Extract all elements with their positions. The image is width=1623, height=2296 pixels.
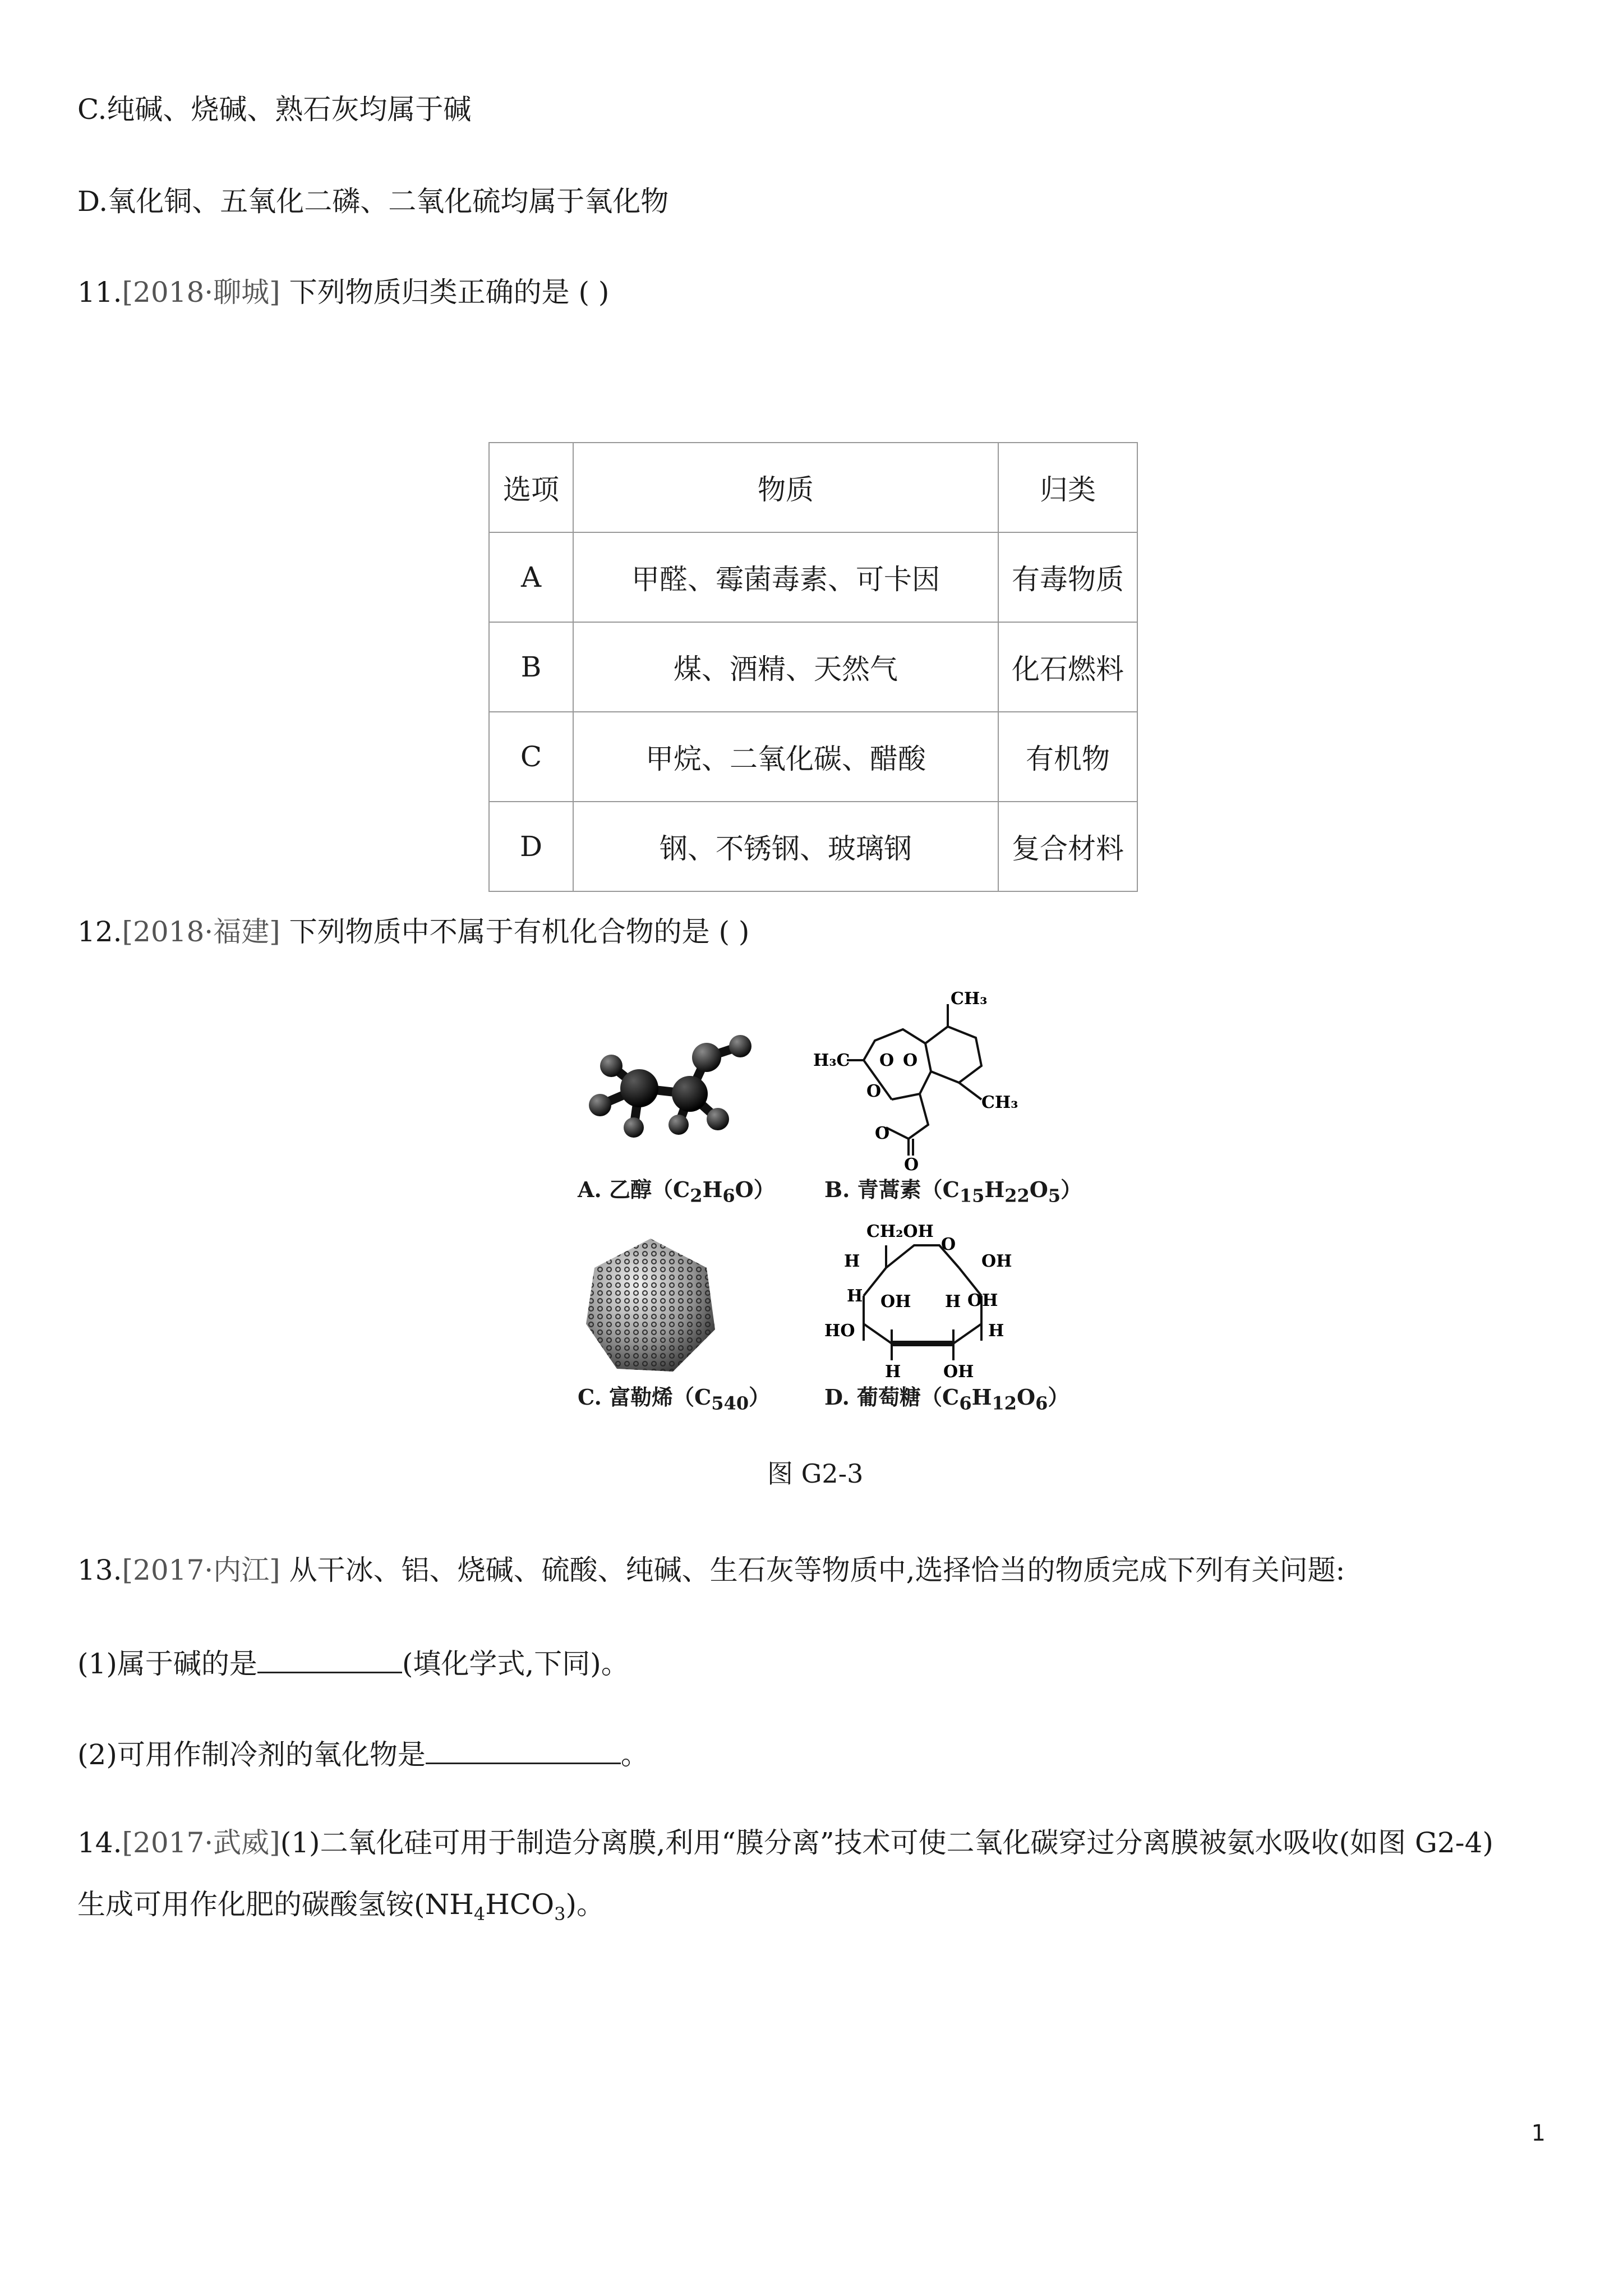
table-cell: 甲烷、二氧化碳、醋酸 [573,712,998,802]
figure-label-c: C. 富勒烯$(C_{540})$ [578,1384,771,1414]
question-source-tag: [2018·聊城] [122,276,280,309]
table-cell: 煤、酒精、天然气 [573,622,998,712]
oxygen-label: O [875,1124,890,1143]
question-14-line-2: 生成可用作化肥的碳酸氢铵$(NH_4HCO_3)$。 [77,1888,605,1925]
question-13-part-1: (1)属于碱的是 (填化学式,下同)。 [77,1642,629,1682]
h-label: H [847,1286,863,1306]
question-12 [77,913,749,950]
oh-label: OH [880,1292,911,1312]
oh-label: OH [967,1291,998,1310]
table-header-cell: 归类 [998,443,1137,532]
artemisinin-structure-image [813,987,1026,1172]
oh-label: OH [943,1362,974,1382]
table-row [489,712,1137,802]
question-source-tag: [2017·内江] [122,1554,280,1586]
question-number: 13. [77,1554,122,1586]
h-label: H [945,1292,961,1312]
figure-label-d: D. 葡萄糖$(C_6H_{12}O_6)$ [824,1384,1069,1414]
question-text: 从干冰、铝、烧碱、硫酸、纯碱、生石灰等物质中,选择恰当的物质完成下列有关问题: [280,1554,1345,1586]
glucose-structure-image [813,1212,1049,1397]
table-cell: C [489,712,573,802]
page-number: 1 [1531,2120,1546,2146]
table-cell: 复合材料 [998,802,1137,891]
ring-oxygen-label: O [941,1235,956,1254]
figure-label-a: A. 乙醇$(C_2H_6O)$ [578,1177,775,1207]
oxygen-label: O [866,1082,882,1101]
oxygen-label: O [879,1051,895,1070]
question-14 [77,1824,1493,1861]
question-number: 12. [77,915,122,948]
question-number: 11. [77,276,122,309]
answer-blank[interactable] [257,1642,402,1673]
table-header-row [489,443,1137,532]
table-header-cell: 物质 [573,443,998,532]
classification-table [488,442,1138,892]
question-text: 下列物质归类正确的是 ( ) [280,276,610,309]
option-d-line: D.氧化铜、五氧化二磷、二氧化硫均属于氧化物 [77,185,669,218]
question-number: 14. [77,1826,122,1859]
option-c-line: C.纯碱、烧碱、熟石灰均属于碱 [77,93,472,126]
table-header-cell: 选项 [489,443,573,532]
fullerene-image [578,1234,723,1380]
ch2oh-label: CH₂OH [866,1222,934,1241]
question-text: (1)二氧化硅可用于制造分离膜,利用“膜分离”技术可使二氧化碳穿过分离膜被氨水吸收(如图 G2-4) [280,1826,1493,1859]
table-cell: 钢、不锈钢、玻璃钢 [573,802,998,891]
table-cell: B [489,622,573,712]
table-cell: 有毒物质 [998,532,1137,622]
h-label: H [988,1321,1004,1341]
h-label: H [844,1251,860,1271]
table-row [489,802,1137,891]
h-label: H [885,1362,901,1382]
figure-label-b: B. 青蒿素$(C_{15}H_{22}O_5)$ [824,1177,1082,1207]
table-row [489,622,1137,712]
ch3-label: CH₃ [981,1093,1018,1112]
table-cell: A [489,532,573,622]
oxygen-label: O [903,1051,918,1070]
table-row [489,532,1137,622]
question-source-tag: [2017·武威] [122,1826,280,1859]
question-source-tag: [2018·福建] [122,915,280,948]
question-13-part-2: (2)可用作制冷剂的氧化物是 。 [77,1733,649,1773]
ethanol-model-image [578,1027,757,1139]
table-cell: 有机物 [998,712,1137,802]
answer-blank[interactable] [426,1733,621,1764]
h3c-label: H₃C [813,1051,850,1070]
ch3-label: CH₃ [951,989,988,1009]
figure-caption: 图 G2-3 [767,1458,864,1489]
question-13 [77,1552,1345,1589]
table-cell: 甲醛、霉菌毒素、可卡因 [573,532,998,622]
oxygen-label: O [904,1155,919,1172]
ho-label: HO [824,1321,855,1341]
table-cell: 化石燃料 [998,622,1137,712]
question-11 [77,274,609,311]
question-text: 下列物质中不属于有机化合物的是 ( ) [280,915,750,948]
oh-label: OH [981,1251,1012,1271]
table-cell: D [489,802,573,891]
figure-g2-3 [550,987,1099,1425]
